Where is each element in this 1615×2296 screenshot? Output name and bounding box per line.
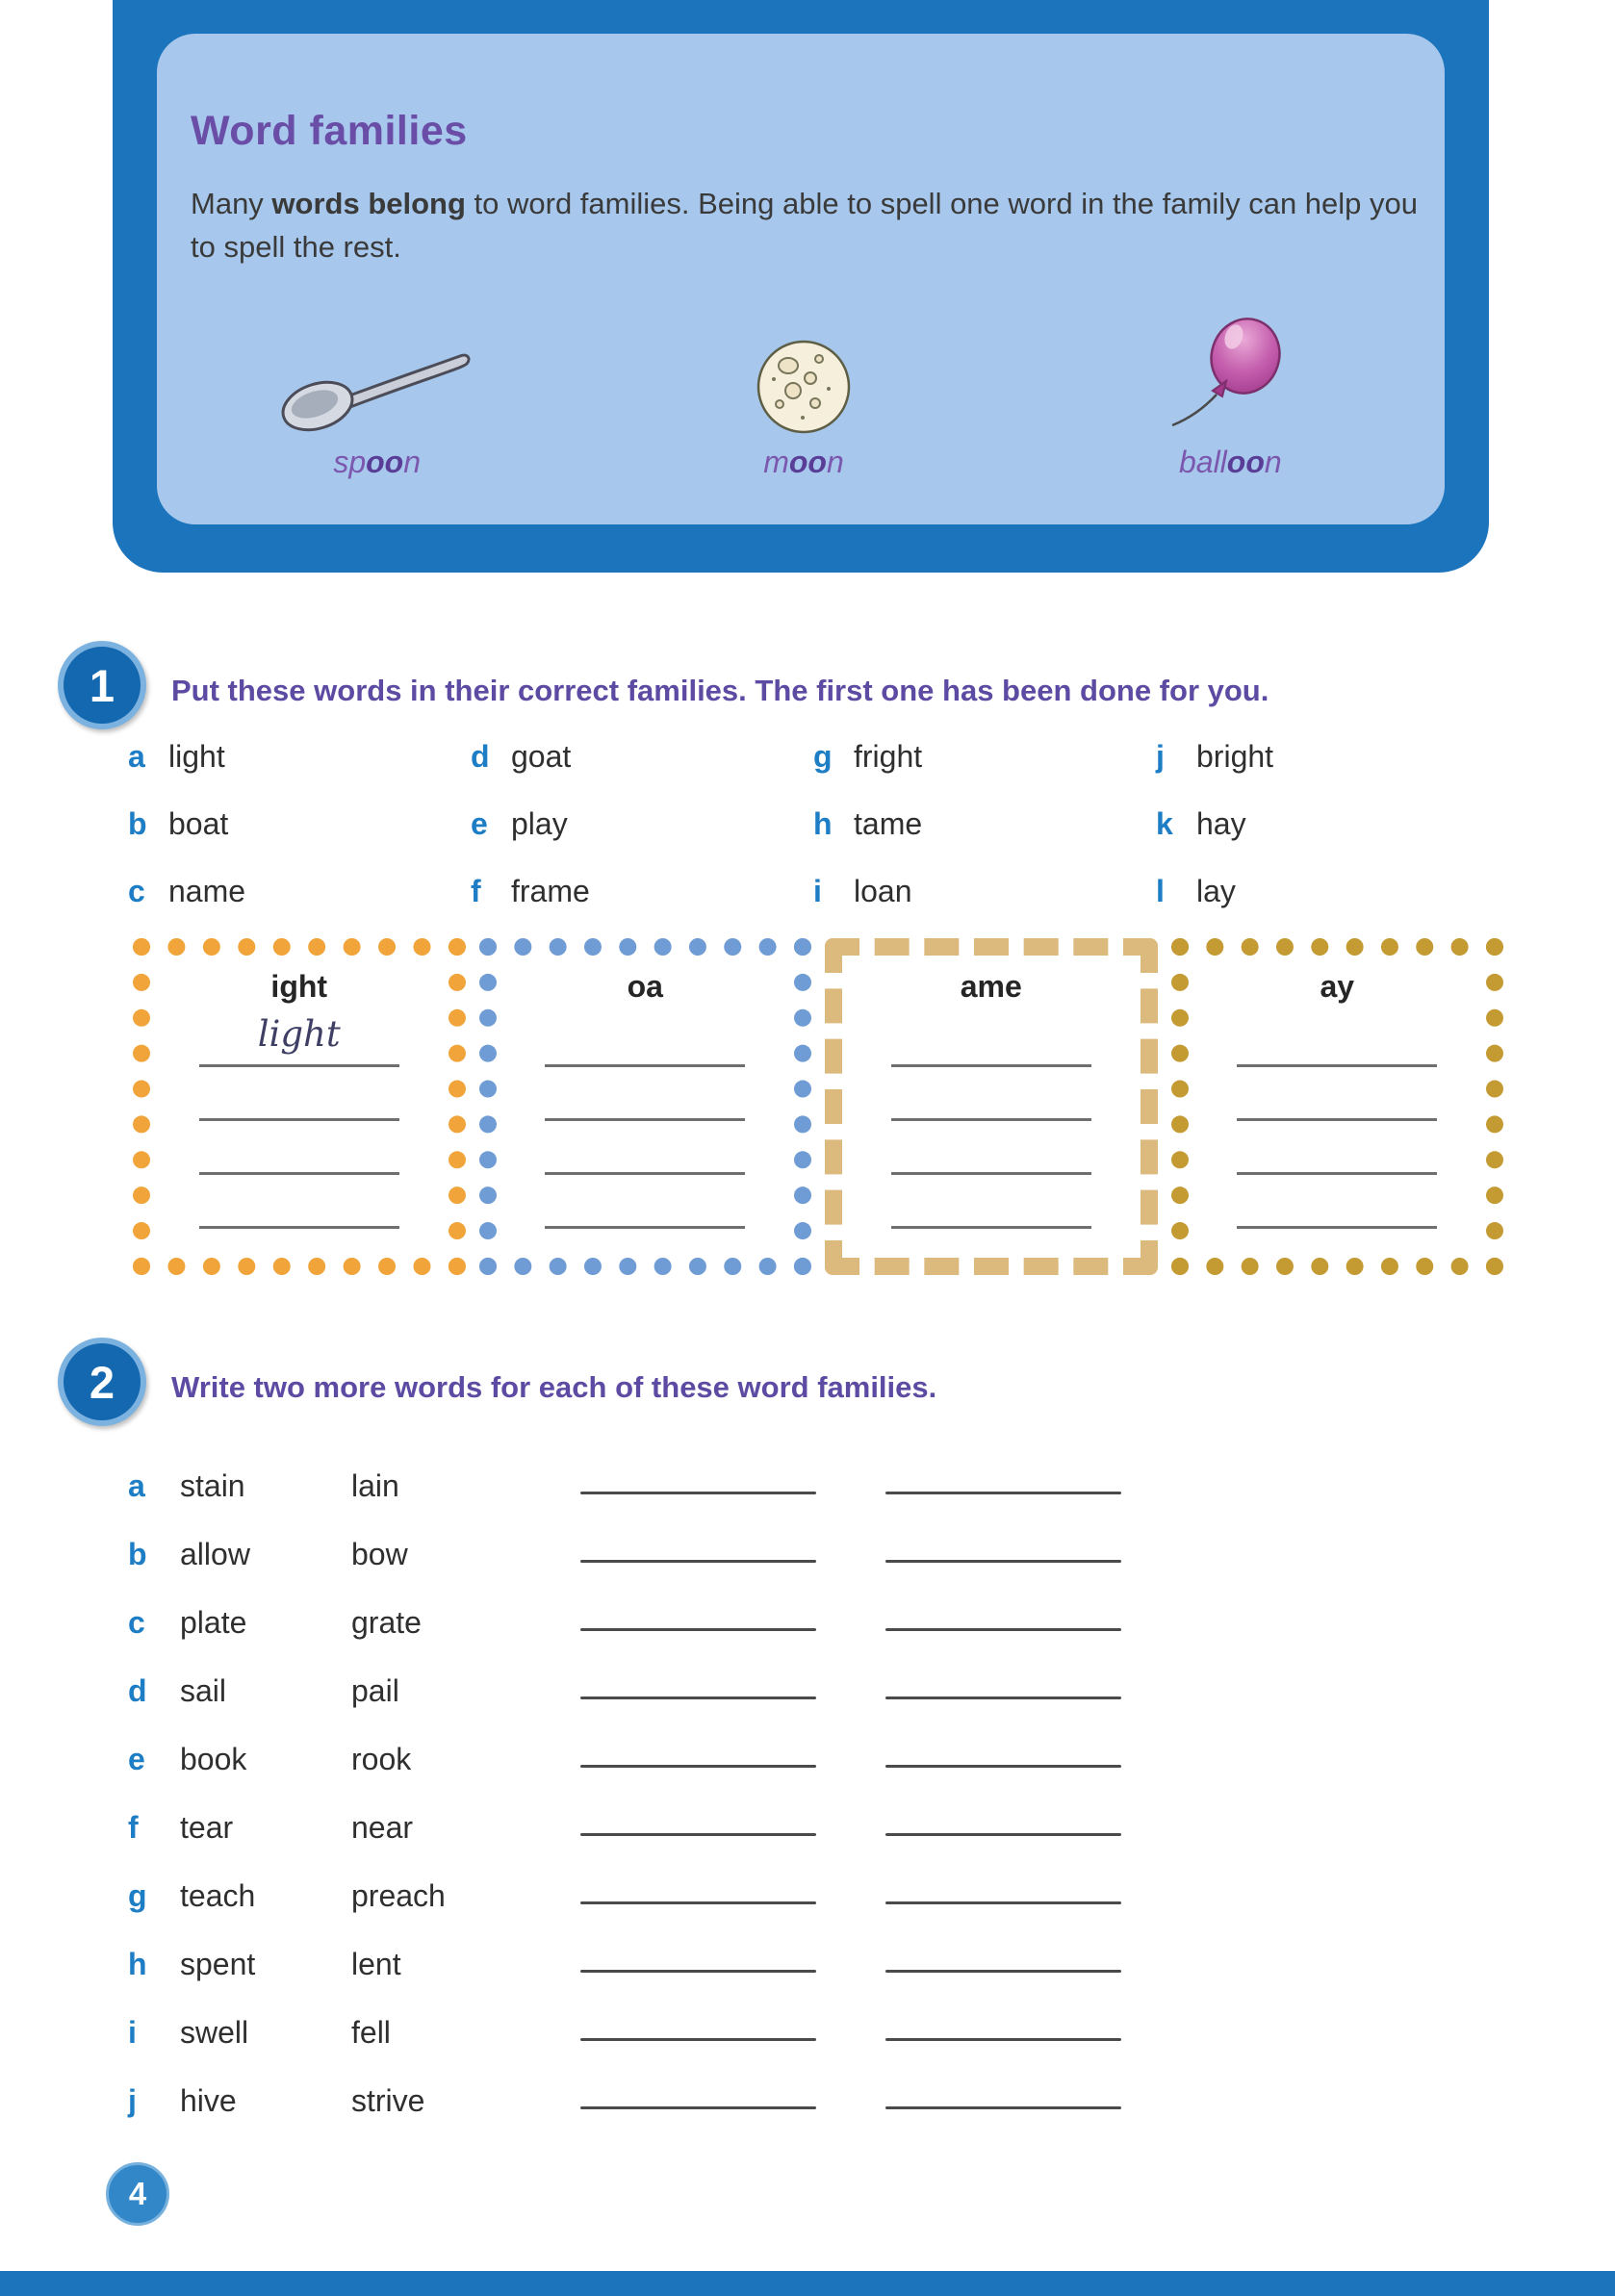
row-word-1: plate (180, 1605, 247, 1640)
answer-line-1 (580, 1492, 816, 1494)
label-pre: ball (1178, 445, 1227, 479)
word-family-row-c (128, 1572, 1121, 1641)
row-word-1: hive (180, 2083, 237, 2118)
word-letter: k (1156, 806, 1173, 841)
writing-line (545, 1067, 745, 1121)
word-item-j (1156, 739, 1499, 806)
label-post: n (1264, 445, 1282, 479)
balloon-icon (1157, 304, 1303, 441)
answer-line-1 (580, 1833, 816, 1836)
word-letter: b (128, 806, 147, 841)
word-letter: d (471, 739, 490, 774)
writing-line (545, 1175, 745, 1229)
answer-line-2 (885, 1765, 1121, 1768)
row-letter: c (128, 1605, 145, 1640)
row-word-2: lain (351, 1468, 399, 1503)
word-item-a (128, 739, 471, 806)
writing-line (199, 1067, 399, 1121)
family-box-ight (133, 938, 466, 1275)
word-item-c (128, 874, 471, 941)
word-text: light (168, 739, 225, 774)
family-box-title: ight (270, 969, 328, 1004)
intro-text-bold: words belong (271, 187, 466, 220)
family-box-ame (825, 938, 1158, 1275)
family-box-oa (479, 938, 812, 1275)
word-letter: c (128, 874, 145, 908)
word-family-row-h (128, 1914, 1121, 1982)
word-family-row-f (128, 1777, 1121, 1846)
family-box-title: ay (1320, 969, 1355, 1004)
writing-line (891, 1121, 1091, 1175)
answer-line-2 (885, 1560, 1121, 1563)
exercise-2-instruction: Write two more words for each of these word families. (171, 1370, 937, 1404)
row-word-1: book (180, 1742, 247, 1776)
row-word-1: teach (180, 1878, 256, 1913)
row-word-1: tear (180, 1810, 234, 1845)
word-item-e (471, 806, 813, 874)
figure-balloon (1017, 304, 1444, 480)
row-word-2: grate (351, 1605, 422, 1640)
label-post: n (403, 445, 421, 479)
answer-line-2 (885, 1696, 1121, 1699)
figure-label-balloon (1179, 445, 1282, 480)
word-family-row-d (128, 1641, 1121, 1709)
word-text: lay (1196, 874, 1236, 908)
answer-line-2 (885, 1492, 1121, 1494)
moon-icon (750, 304, 858, 441)
word-item-l (1156, 874, 1499, 941)
intro-text (191, 183, 1432, 269)
word-text: frame (511, 874, 590, 908)
word-item-k (1156, 806, 1499, 874)
writing-line (891, 1013, 1091, 1067)
intro-text-post: to word families. Being able to spell one word in the family can help you to spell the rest. (191, 187, 1419, 264)
answer-line-1 (580, 1970, 816, 1973)
exercise-2-number: 2 (89, 1356, 115, 1408)
page-number: 4 (128, 2176, 147, 2211)
label-bold: oo (1226, 445, 1265, 479)
writing-line (1237, 1067, 1437, 1121)
answer-line-1 (580, 2038, 816, 2041)
label-bold: oo (788, 445, 827, 479)
exercise-2-number-badge (58, 1338, 146, 1426)
word-item-i (813, 874, 1156, 941)
label-bold: oo (366, 445, 404, 479)
row-letter: e (128, 1742, 145, 1776)
writing-line (1237, 1175, 1437, 1229)
answer-line-2 (885, 2038, 1121, 2041)
row-word-1: spent (180, 1947, 256, 1981)
word-text: boat (168, 806, 229, 841)
word-family-row-b (128, 1504, 1121, 1572)
answer-line-2 (885, 2106, 1121, 2109)
word-family-row-a (128, 1436, 1121, 1504)
row-word-1: allow (180, 1537, 250, 1571)
answer-line-1 (580, 1560, 816, 1563)
example-figures (164, 304, 1444, 480)
row-letter: a (128, 1468, 145, 1503)
page-title: Word families (191, 108, 468, 154)
answer-line-2 (885, 1901, 1121, 1904)
page-number-badge (106, 2162, 169, 2226)
row-letter: i (128, 2015, 137, 2050)
word-letter: l (1156, 874, 1165, 908)
word-family-boxes (133, 938, 1503, 1275)
word-text: hay (1196, 806, 1246, 841)
row-word-2: lent (351, 1947, 401, 1981)
word-item-f (471, 874, 813, 941)
word-text: play (511, 806, 568, 841)
word-item-d (471, 739, 813, 806)
word-families-panel-frame (113, 0, 1489, 573)
label-pre: m (763, 445, 789, 479)
writing-line (545, 1013, 745, 1067)
figure-moon (590, 304, 1016, 480)
word-letter: a (128, 739, 145, 774)
writing-line (1237, 1121, 1437, 1175)
row-word-2: pail (351, 1673, 399, 1708)
figure-label-moon (763, 445, 844, 480)
answer-line-2 (885, 1970, 1121, 1973)
answer-line-2 (885, 1628, 1121, 1631)
row-word-2: rook (351, 1742, 412, 1776)
label-post: n (826, 445, 844, 479)
writing-line (891, 1067, 1091, 1121)
row-word-2: strive (351, 2083, 425, 2118)
family-box-title: oa (627, 969, 663, 1004)
filled-answer-light: light (199, 1013, 399, 1067)
family-box-title: ame (960, 969, 1022, 1004)
row-letter: j (128, 2083, 137, 2118)
writing-line (199, 1175, 399, 1229)
answer-line-2 (885, 1833, 1121, 1836)
writing-line (1237, 1013, 1437, 1067)
row-word-2: preach (351, 1878, 446, 1913)
row-word-1: stain (180, 1468, 245, 1503)
row-word-2: fell (351, 2015, 391, 2050)
exercise-1-instruction: Put these words in their correct families. The first one has been done for you. (171, 674, 1269, 707)
exercise-1-number: 1 (89, 659, 115, 711)
word-letter: e (471, 806, 488, 841)
word-letter: j (1156, 739, 1165, 774)
intro-text-pre: Many (191, 187, 272, 220)
row-word-1: sail (180, 1673, 227, 1708)
exercise-1-word-list (128, 739, 1499, 941)
word-letter: i (813, 874, 822, 908)
row-letter: f (128, 1810, 139, 1845)
answer-line-1 (580, 2106, 816, 2109)
word-item-b (128, 806, 471, 874)
figure-spoon (164, 304, 590, 480)
word-item-h (813, 806, 1156, 874)
word-text: goat (511, 739, 572, 774)
row-word-2: near (351, 1810, 414, 1845)
word-text: fright (854, 739, 923, 774)
row-letter: h (128, 1947, 147, 1981)
word-item-g (813, 739, 1156, 806)
word-text: loan (854, 874, 912, 908)
word-letter: f (471, 874, 481, 908)
answer-line-1 (580, 1628, 816, 1631)
exercise-2-rows (128, 1436, 1121, 2119)
spoon-icon (273, 304, 480, 441)
word-text: tame (854, 806, 923, 841)
family-box-ay (1171, 938, 1504, 1275)
word-text: bright (1196, 739, 1274, 774)
word-letter: h (813, 806, 833, 841)
figure-label-spoon (333, 445, 421, 480)
word-letter: g (813, 739, 833, 774)
row-letter: g (128, 1878, 147, 1913)
writing-line (545, 1121, 745, 1175)
word-text: name (168, 874, 246, 908)
row-letter: d (128, 1673, 147, 1708)
row-word-2: bow (351, 1537, 408, 1571)
answer-line-1 (580, 1765, 816, 1768)
row-word-1: swell (180, 2015, 249, 2050)
exercise-1-number-badge (58, 641, 146, 729)
answer-line-1 (580, 1696, 816, 1699)
word-family-row-g (128, 1846, 1121, 1914)
word-family-row-e (128, 1709, 1121, 1777)
word-family-row-j (128, 2051, 1121, 2119)
bottom-border-bar (0, 2271, 1615, 2296)
label-pre: sp (333, 445, 367, 479)
word-family-row-i (128, 1982, 1121, 2051)
writing-line (199, 1121, 399, 1175)
writing-line (891, 1175, 1091, 1229)
answer-line-1 (580, 1901, 816, 1904)
row-letter: b (128, 1537, 147, 1571)
